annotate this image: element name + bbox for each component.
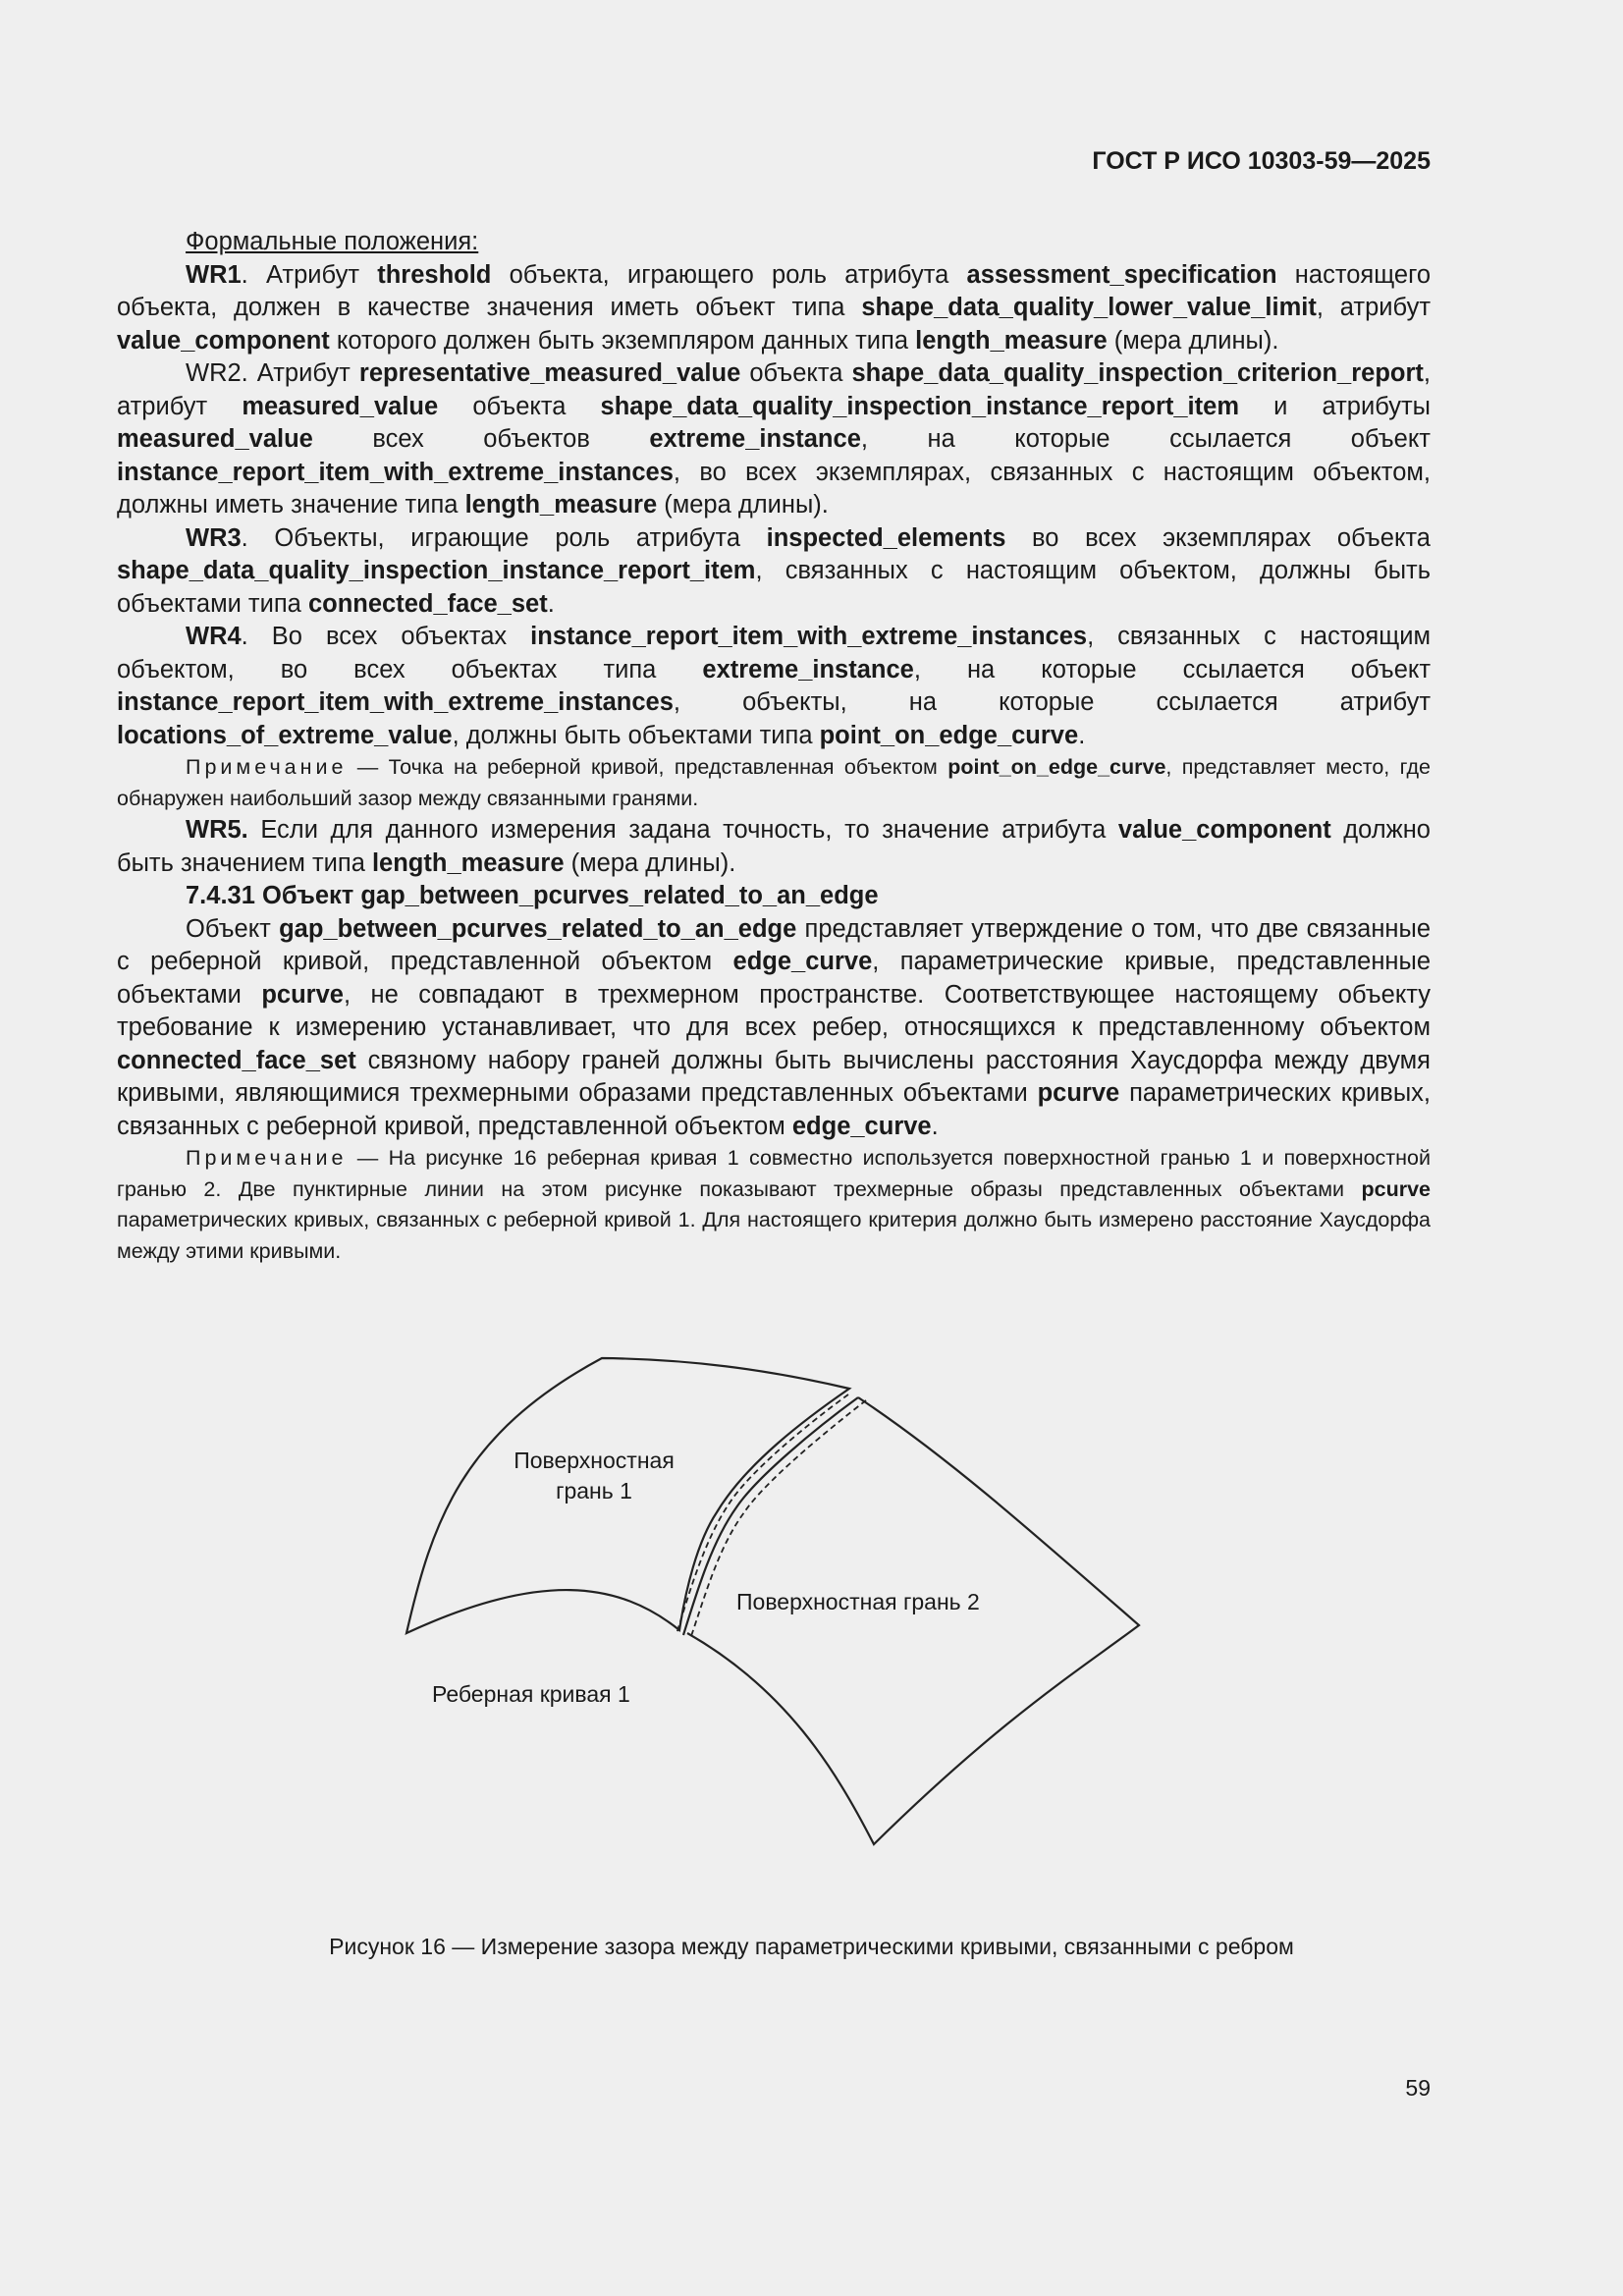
face-2-label: Поверхностная грань 2: [736, 1589, 980, 1614]
section-paragraph: Объект gap_between_pcurves_related_to_an_edge представляет утверждение о том, что две связанные с реберной кривой, представленной объектом edge_curve, параметрические кривые, представленные объектами pcurve, не совпадают в трехмерном пространстве. Соответствующее настоящему объекту требование к измерению устанавливает, что для всех ребер, относящихся к представленному объектом connected_face_set связному набору граней должны быть вычислены расстояния Хаусдорфа между двумя кривыми, являющимися трехмерными образами представленных объектами pcurve параметрических кривых, связанных с реберной кривой, представленной объектом edge_curve.: [117, 914, 1432, 1140]
wr3-paragraph: WR3. Объекты, играющие роль атрибута inspected_elements во всех экземплярах объекта shape_data_quality_inspection_instance_report_item, связанных с настоящим объектом, должны быть объектами типа connected_face_set.: [117, 523, 1431, 618]
wr2-paragraph: WR2. Атрибут representative_measured_value объекта shape_data_quality_inspection_criterion_report, атрибут measured_value объекта shape_data_quality_inspection_instance_report_item и атрибуты measured_value всех объектов extreme_instance, на которые ссылается объект instance_report_item_with_extreme_instances, во всех экземплярах, связанных с настоящим объектом, должны иметь значение типа length_measure (мера длины).: [117, 359, 1431, 519]
note-1: Примечание — Точка на реберной кривой, представленная объектом point_on_edge_curve, представляет место, где обнаружен наибольший зазор между связанными гранями.: [117, 755, 1431, 810]
face-1-label: Поверхностная грань 1: [514, 1448, 675, 1503]
edge-curve-label: Реберная кривая 1: [432, 1681, 630, 1707]
formal-heading: Формальные положения:: [186, 228, 479, 255]
page-number: 59: [1405, 2075, 1431, 2101]
wr5-paragraph: WR5. Если для данного измерения задана точность, то значение атрибута value_component должно быть значением типа length_measure (мера длины).: [117, 816, 1431, 877]
note-2: Примечание — На рисунке 16 реберная кривая 1 совместно используется поверхностной гранью 1 и поверхностной гранью 2. Две пунктирные линии на этом рисунке показывают трехмерные образы представленных объектами pcurve параметрических кривых, связанных с реберной кривой 1. Для настоящего критерия должно быть измерено расстояние Хаусдорфа между этими кривыми.: [117, 1146, 1431, 1263]
figure-caption: Рисунок 16 — Измерение зазора между параметрическими кривыми, связанными с ребром: [329, 1934, 1294, 1959]
document-header: ГОСТ Р ИСО 10303-59—2025: [1092, 147, 1431, 175]
section-heading: 7.4.31 Объект gap_between_pcurves_related_to_an_edge: [186, 882, 879, 909]
figure-16: [393, 1345, 1159, 1895]
wr1-paragraph: WR1. Атрибут threshold объекта, играющего роль атрибута assessment_specification настоящего объекта, должен в качестве значения иметь объект типа shape_data_quality_lower_value_limit, атрибут value_component которого должен быть экземпляром данных типа length_measure (мера длины).: [117, 260, 1432, 355]
wr4-paragraph: WR4. Во всех объектах instance_report_item_with_extreme_instances, связанных с настоящим объектом, во всех объектах типа extreme_instance, на которые ссылается объект instance_report_item_with_extreme_instances, объекты, на которые ссылается атрибут locations_of_extreme_value, должны быть объектами типа point_on_edge_curve.: [117, 623, 1431, 749]
main-text: [117, 226, 1431, 1267]
figure-diagram: [393, 1345, 1159, 1895]
